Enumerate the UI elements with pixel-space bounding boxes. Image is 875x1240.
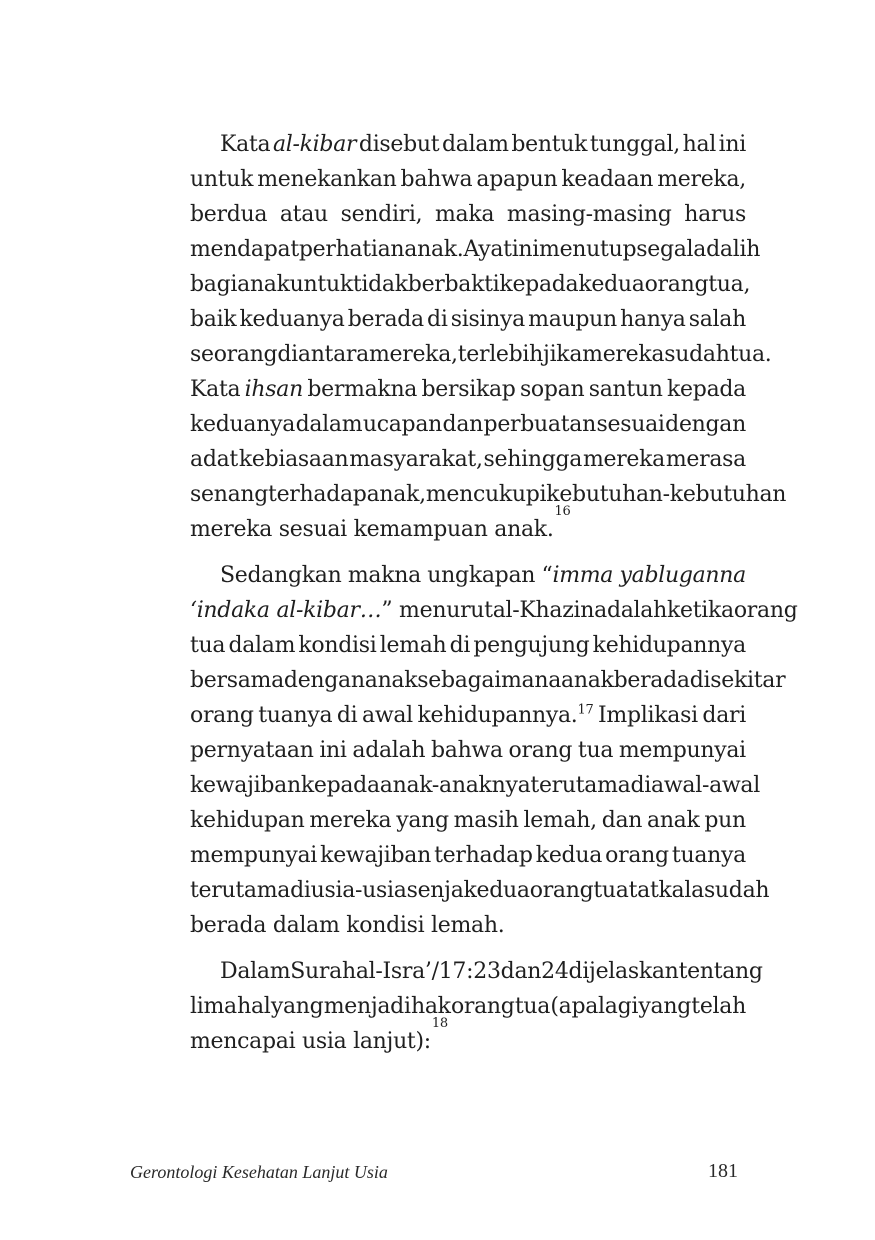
- word: salah: [688, 307, 746, 332]
- word: awal-awal: [651, 773, 760, 798]
- word: apapun: [476, 167, 558, 192]
- p1-line-10: [190, 442, 746, 477]
- word: tua: [593, 878, 629, 903]
- word: tuanya: [671, 843, 746, 868]
- word: di: [336, 703, 358, 728]
- word: lima: [190, 994, 237, 1019]
- word: senja: [406, 878, 464, 903]
- word: sopan: [519, 377, 585, 402]
- word: ungkapan: [427, 563, 536, 588]
- word: hal: [237, 994, 271, 1019]
- word: bersama: [190, 668, 284, 693]
- word: dengan: [283, 668, 365, 693]
- word: 23: [473, 959, 501, 984]
- word: kondisi: [298, 633, 377, 658]
- word: di: [427, 307, 448, 332]
- word: bagi: [190, 272, 238, 297]
- word: dalam: [228, 633, 296, 658]
- word: usia-usia: [310, 878, 407, 903]
- word: kebutuhan-kebutuhan: [546, 482, 787, 507]
- p2-line-6: [190, 733, 746, 768]
- word: berada: [347, 307, 424, 332]
- word: berada: [613, 668, 690, 693]
- word: ini: [511, 237, 540, 262]
- word: terutama: [530, 773, 631, 798]
- word: tua: [514, 994, 551, 1019]
- word: orang: [450, 994, 515, 1019]
- word: yang: [396, 808, 449, 833]
- word: pernyataan: [190, 738, 314, 763]
- word: sudah: [703, 878, 770, 903]
- word: maka: [435, 202, 495, 227]
- word: kewajiban: [190, 773, 301, 798]
- word: kehidupan: [190, 808, 305, 833]
- word: kedua: [535, 843, 603, 868]
- p1-line-2: [190, 162, 746, 197]
- word: antara: [297, 342, 369, 367]
- p1-line-12: [190, 504, 746, 547]
- word: di: [449, 633, 471, 658]
- word: tidak: [352, 272, 408, 297]
- word: anak: [364, 668, 418, 693]
- word: menekankan: [257, 167, 397, 192]
- running-footer-book-title: Gerontologi Kesehatan Lanjut Usia: [130, 1162, 388, 1182]
- word: sendiri,: [340, 202, 423, 227]
- word: perbuatan: [483, 412, 596, 437]
- word: mendapat: [190, 237, 299, 262]
- p2-line-11: [190, 908, 746, 943]
- word: mereka,: [368, 342, 458, 367]
- word: baik: [190, 307, 237, 332]
- word: senang: [190, 482, 269, 507]
- word: orang: [190, 703, 254, 728]
- word: ini: [319, 738, 347, 763]
- word: ucapan: [362, 412, 443, 437]
- p1-line-3: [190, 197, 746, 232]
- word: awal: [362, 703, 413, 728]
- word: yang: [638, 994, 692, 1019]
- word: dalih: [706, 237, 761, 262]
- word: masing-masing: [506, 202, 672, 227]
- word: pengujung: [473, 633, 590, 658]
- word: kedua: [578, 272, 645, 297]
- p2-line-5: [190, 698, 746, 733]
- word: jika: [543, 342, 583, 367]
- word: adalah: [352, 738, 426, 763]
- word: hanya: [620, 307, 686, 332]
- word: terutama: [190, 878, 291, 903]
- word: tunggal,: [589, 132, 680, 157]
- last-line-text: berada dalam kondisi lemah.: [190, 913, 505, 938]
- word: kepada: [667, 377, 746, 402]
- italic-term: al-kibar: [272, 132, 357, 157]
- word: anak: [561, 668, 614, 693]
- word: dalam: [295, 412, 363, 437]
- word: berdua: [190, 202, 268, 227]
- word: ” menurut: [381, 598, 493, 623]
- word: orang: [644, 272, 709, 297]
- word: untuk: [289, 272, 353, 297]
- word: mereka: [582, 342, 665, 367]
- word: dan: [500, 959, 542, 984]
- word: 24: [541, 959, 569, 984]
- word: sesuai: [596, 412, 665, 437]
- word: maupun: [528, 307, 617, 332]
- word: bahwa: [430, 738, 503, 763]
- word: segala: [636, 237, 707, 262]
- word: menutup: [539, 237, 637, 262]
- p3-line-3: [190, 1016, 746, 1059]
- word: ini: [718, 132, 746, 157]
- word: seorang: [190, 342, 278, 367]
- p2-line-8: [190, 803, 746, 838]
- p2-line-1: [190, 558, 746, 593]
- p1-line-4: [190, 232, 761, 267]
- word: anak: [237, 272, 290, 297]
- word: untuk: [190, 167, 254, 192]
- word: dijelaskan: [568, 959, 679, 984]
- word: kebiasaan: [238, 447, 349, 472]
- word: anak.: [404, 237, 464, 262]
- word: terhadap: [434, 843, 533, 868]
- p3-line-2: [190, 989, 746, 1024]
- word: Ayat: [463, 237, 512, 262]
- word: orang: [605, 843, 669, 868]
- word: (apalagi: [550, 994, 639, 1019]
- footnote-ref-18[interactable]: 18: [431, 1016, 448, 1031]
- word: al-Khazin: [492, 598, 595, 623]
- word: kehidupannya: [592, 633, 746, 658]
- word: lemah,: [523, 808, 597, 833]
- word: di: [689, 668, 711, 693]
- word: mereka,: [657, 167, 746, 192]
- word: pun: [704, 808, 746, 833]
- word: harus: [684, 202, 746, 227]
- italic-term: imma: [552, 563, 614, 588]
- word: sehingga: [483, 447, 583, 472]
- word: sisinya: [450, 307, 525, 332]
- word: mencukupi: [425, 482, 547, 507]
- last-line-text: mereka sesuai kemampuan anak.: [190, 517, 554, 542]
- word: di: [290, 878, 311, 903]
- word: masih: [453, 808, 519, 833]
- word: orang: [733, 598, 798, 623]
- word: tentang: [678, 959, 763, 984]
- word: mereka: [582, 447, 666, 472]
- word: disebut: [358, 132, 440, 157]
- page-number: 181: [708, 1160, 738, 1182]
- word: dengan: [665, 412, 746, 437]
- word: orang: [529, 878, 594, 903]
- word: makna: [347, 563, 421, 588]
- italic-term: ihsan: [244, 377, 303, 402]
- p2-line-10: [190, 873, 770, 908]
- word: dan: [442, 412, 484, 437]
- word: Surah: [290, 959, 356, 984]
- word: berbakti: [407, 272, 500, 297]
- word: di: [630, 773, 652, 798]
- p3-line-1: [190, 954, 763, 989]
- word: anak-anaknya: [379, 773, 531, 798]
- word: terhadap: [268, 482, 367, 507]
- word: tatkala: [628, 878, 704, 903]
- footnote-ref-16[interactable]: 16: [554, 504, 571, 519]
- word: kepada: [499, 272, 579, 297]
- word: tua,: [708, 272, 751, 297]
- word: mempunyai: [190, 843, 318, 868]
- italic-term: ‘indaka al-kibar…: [190, 598, 382, 623]
- word: masyarakat,: [349, 447, 483, 472]
- word: tua: [577, 738, 614, 763]
- word: mempunyai: [618, 738, 746, 763]
- word: terlebih: [457, 342, 544, 367]
- word: hal: [682, 132, 716, 157]
- word: kehidupannya.: [417, 703, 578, 728]
- word: keadaan: [561, 167, 654, 192]
- p1-line-1: [190, 127, 746, 162]
- word: Sedangkan: [220, 563, 342, 588]
- p2-line-2: [190, 593, 798, 628]
- word: orang: [508, 738, 573, 763]
- word: keduanya: [239, 307, 345, 332]
- word: bersikap: [421, 377, 516, 402]
- word: Dalam: [220, 959, 291, 984]
- word: anak,: [366, 482, 426, 507]
- p2-line-7: [190, 768, 760, 803]
- p1-line-8: [190, 372, 746, 407]
- word: tua.: [729, 342, 772, 367]
- word: ketika: [666, 598, 734, 623]
- word: hak: [410, 994, 451, 1019]
- italic-term: yabluganna: [619, 563, 746, 588]
- word: kepada: [300, 773, 380, 798]
- word: dari: [702, 703, 746, 728]
- word: di: [277, 342, 298, 367]
- word: perhatian: [298, 237, 405, 262]
- word: sebagaimana: [417, 668, 562, 693]
- word: adalah: [594, 598, 667, 623]
- word: mereka: [309, 808, 392, 833]
- p1-line-6: [190, 302, 746, 337]
- word: bahwa: [400, 167, 473, 192]
- p1-line-7: [190, 337, 772, 372]
- body-text: [190, 127, 798, 1059]
- p2-line-4: [190, 663, 786, 698]
- word: lemah: [379, 633, 447, 658]
- p1-line-5: [190, 267, 751, 302]
- word: merasa: [665, 447, 746, 472]
- word: atau: [279, 202, 328, 227]
- word: telah: [691, 994, 746, 1019]
- open-quote: “: [541, 563, 553, 588]
- word: bermakna: [307, 377, 418, 402]
- word: Kata: [220, 132, 271, 157]
- word: Kata: [190, 377, 241, 402]
- p2-line-9: [190, 838, 746, 873]
- word: yang: [270, 994, 324, 1019]
- word: sudah: [664, 342, 730, 367]
- word: kewajiban: [320, 843, 431, 868]
- word: Implikasi: [598, 703, 698, 728]
- footnote-ref-17[interactable]: 17: [577, 702, 594, 718]
- p2-line-3: [190, 628, 746, 663]
- word: menjadi: [323, 994, 411, 1019]
- word: kedua: [463, 878, 530, 903]
- word: santun: [588, 377, 663, 402]
- word: sekitar: [710, 668, 786, 693]
- word: al-Isra’/17:: [355, 959, 474, 984]
- word: dalam: [441, 132, 509, 157]
- word: anak: [647, 808, 700, 833]
- p1-line-9: [190, 407, 746, 442]
- word: bentuk: [511, 132, 588, 157]
- word: tuanya: [258, 703, 333, 728]
- word: keduanya: [190, 412, 296, 437]
- p1-line-11: [190, 477, 787, 512]
- word: adat: [190, 447, 238, 472]
- word: dan: [601, 808, 643, 833]
- word: tua: [190, 633, 226, 658]
- last-line-text: mencapai usia lanjut):: [190, 1029, 431, 1054]
